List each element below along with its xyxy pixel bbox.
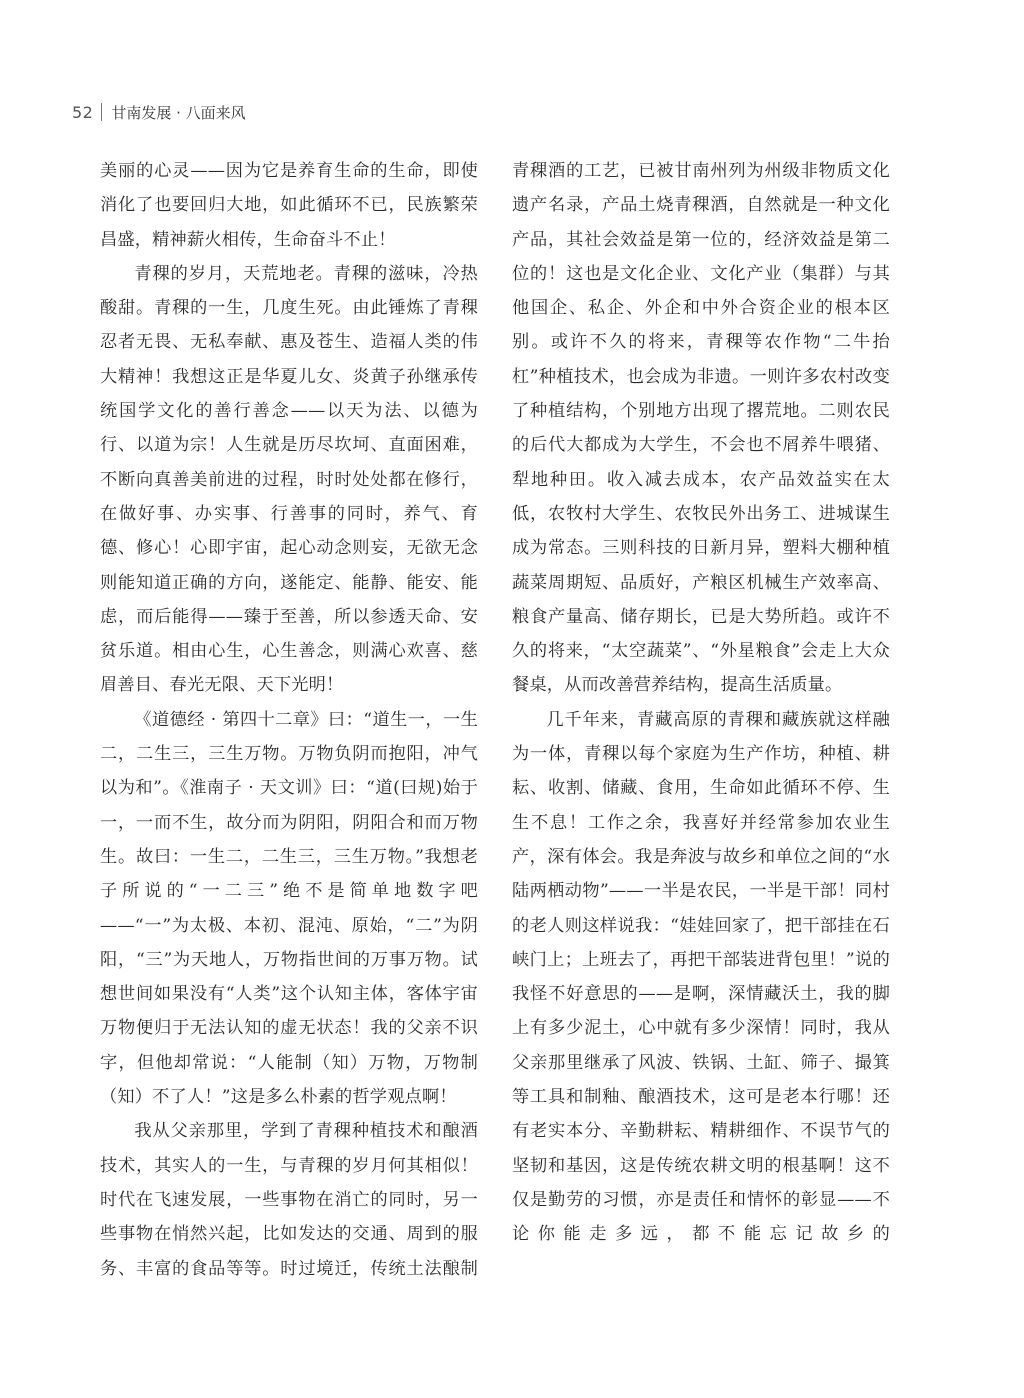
running-title: 甘南发展 · 八面来风 [111, 103, 246, 122]
paragraph: 几千年来，青藏高原的青稞和藏族就这样融为一体，青稞以每个家庭为生产作坊，种植、耕耘、收割、储藏、食用，生命如此循环不停、生生不息！工作之余，我喜好并经常参加农业生产，深有体会。我是奔波与故乡和单位之间的“水陆两栖动物”——一半是农民，一半是干部！同村的老人则这样说我：“娃娃回家了，把干部挂在石峡门上；上班去了，再把干部装进背包里！”说的我怪不好意思的——是啊，深情藏沃土，我的脚上有多少泥土，心中就有多少深情！同时，我从父亲那里继承了风波、铁锅、土缸、筛子、撮箕等工具和制釉、酿酒技术，这可是老本行哪！还有老实本分、辛勤耕耘、精耕细作、不误节气的坚韧和基因，这是传统农耕文明的根基啊！这不仅是勤劳的习惯，亦是责任和情怀的彰显——不论你能走多远，都不能忘记故乡的 [512, 709, 890, 1245]
header-divider [101, 103, 102, 121]
paragraph: 青稞酒的工艺，已被甘南州列为州级非物质文化遗产名录，产品土烧青稞酒，自然就是一种文化产品，其社会效益是第一位的，经济效益是第二位的！这也是文化企业、文化产业（集群）与其他国企、私企、外企和中外合资企业的根本区别。或许不久的将来，青稞等农作物“二牛抬杠”种植技术，也会成为非遗。一则许多农村改变了种植结构，个别地方出现了撂荒地。二则农民的后代大都成为大学生，不会也不屑养牛喂猪、犁地种田。收入减去成本，农产品效益实在太低，农牧村大学生、农牧民外出务工、进城谋生成为常态。三则科技的日新月异，塑料大棚种植蔬菜周期短、品质好，产粮区机械生产效率高、粮食产量高、储存期长，已是大势所趋。或许不久的将来，“太空蔬菜”、“外星粮食”会走上大众餐桌，从而改善营养结构，提高生活质量。 [512, 161, 890, 696]
page-number: 52 [72, 102, 94, 122]
right-column [512, 154, 890, 1252]
paragraph: 《道德经 · 第四十二章》曰：“道生一，一生二，二生三，三生万物。万物负阴而抱阳，冲气以为和”。《淮南子 · 天文训》曰：“道(曰规)始于一，一而不生，故分而为阴阳，阴阳合和而万物生。故曰：一生二，二生三，三生万物。”我想老子所说的“一二三”绝不是简单地数字吧——“一”为太极、本初、混沌、原始，“二”为阴阳，“三”为天地人，万物指世间的万事万物。试想世间如果没有“人类”这个认知主体，客体宇宙万物便归于无法认知的虚无状态！我的父亲不识字，但他却常说：“人能制（知）万物，万物制（知）不了人！”这是多么朴素的哲学观点啊！ [100, 709, 478, 1108]
paragraph: 青稞的岁月，天荒地老。青稞的滋味，冷热酸甜。青稞的一生，几度生死。由此锤炼了青稞忍者无畏、无私奉献、惠及苍生、造福人类的伟大精神！我想这正是华夏儿女、炎黄子孙继承传统国学文化的善行善念——以天为法、以德为行、以道为宗！人生就是历尽坎坷、直面困难，不断向真善美前进的过程，时时处处都在修行，在做好事、办实事、行善事的同时，养气、育德、修心！心即宇宙，起心动念则妄，无欲无念则能知道正确的方向，遂能定、能静、能安、能虑，而后能得——臻于至善，所以参透天命、安贫乐道。相由心生，心生善念，则满心欢喜、慈眉善目、春光无限、天下光明！ [100, 263, 478, 696]
paragraph: 美丽的心灵——因为它是养育生命的生命，即使消化了也要回归大地，如此循环不已，民族繁荣昌盛，精神薪火相传，生命奋斗不止！ [100, 161, 478, 250]
paragraph: 我从父亲那里，学到了青稞种植技术和酿酒技术，其实人的一生，与青稞的岁月何其相似！时代在飞速发展，一些事物在消亡的同时，另一些事物在悄然兴起，比如发达的交通、周到的服务、丰富的食品等等。时过境迁，传统土法酿制 [100, 1121, 478, 1279]
left-column [100, 154, 478, 1286]
page-header [72, 100, 246, 124]
